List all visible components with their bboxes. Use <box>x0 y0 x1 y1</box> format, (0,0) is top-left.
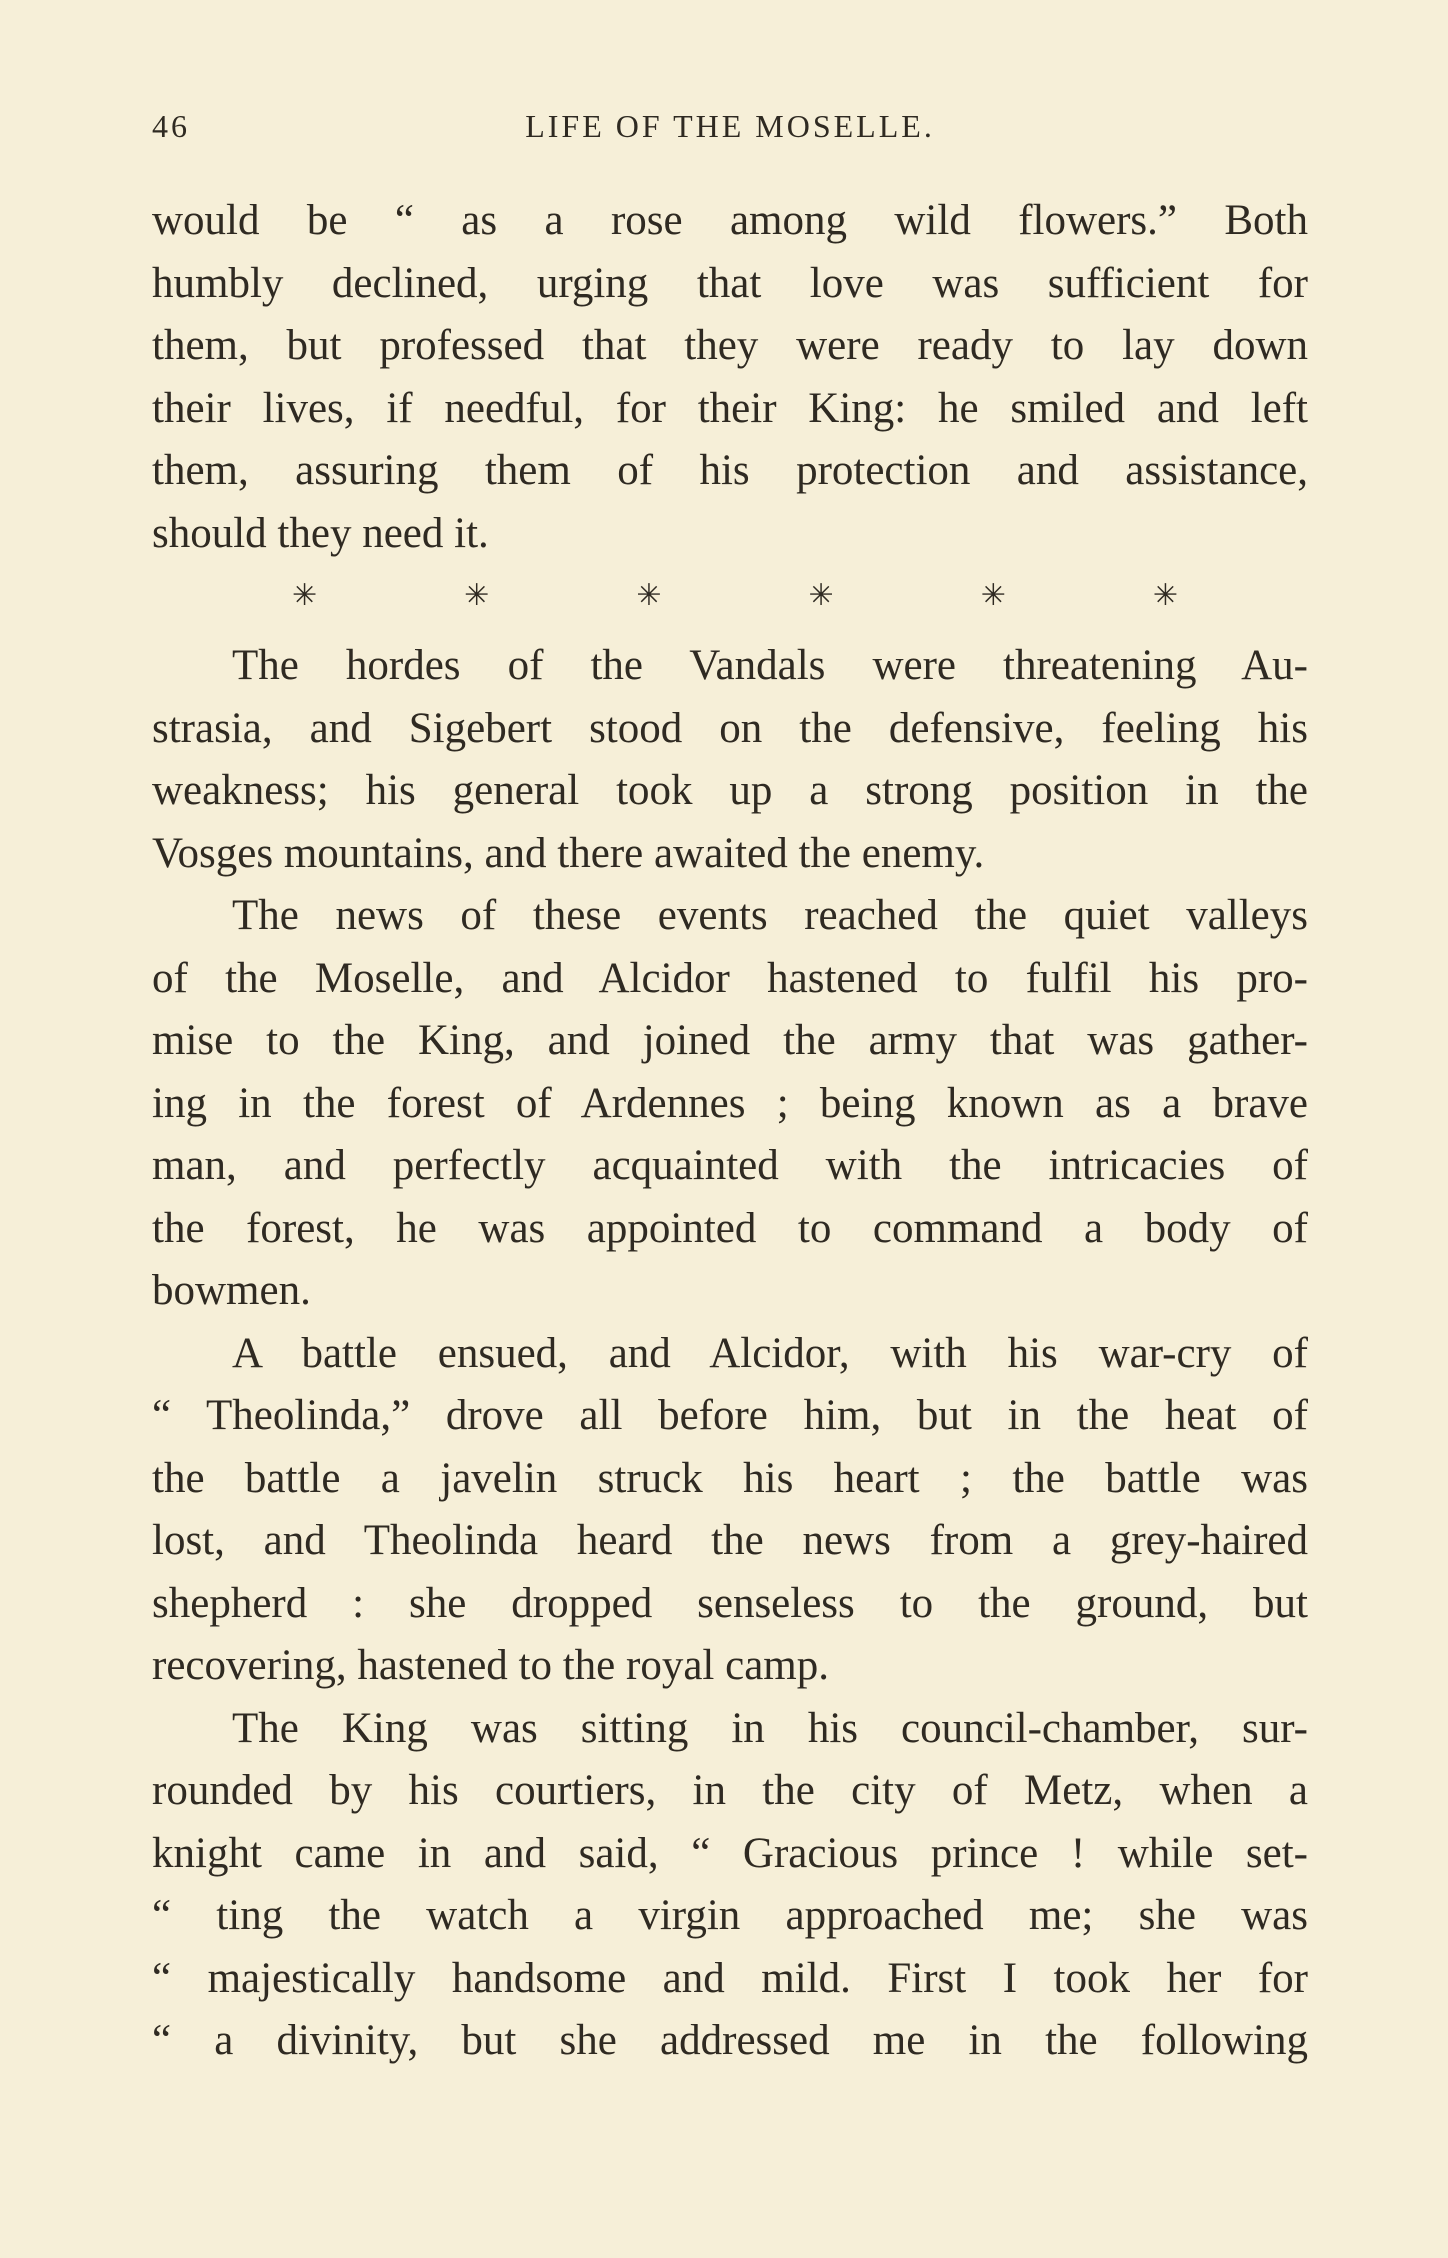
asterism-icon: ✳ <box>1152 579 1178 612</box>
text-line: man, and perfectly acquainted with the intricacies of <box>152 1142 1308 1189</box>
text-line: of the Moselle, and Alcidor hastened to fulfil his pro- <box>152 954 1308 1002</box>
text-line: knight came in and said, “ Gracious prince ! while set- <box>152 1829 1308 1877</box>
body-text <box>152 190 1308 2073</box>
text-line: humbly declined, urging that love was sufficient for <box>152 259 1308 307</box>
text-line: the forest, he was appointed to command a body of <box>152 1204 1308 1252</box>
text-line: ing in the forest of Ardennes ; being known as a brave <box>152 1079 1308 1127</box>
text-line: A battle ensued, and Alcidor, with his war-cry of <box>232 1329 1308 1377</box>
text-line: strasia, and Sigebert stood on the defensive, feeling his <box>152 704 1308 752</box>
asterism-icon: ✳ <box>980 579 1006 612</box>
text-line: the battle a javelin struck his heart ; the battle was <box>152 1454 1308 1502</box>
text-line: should they need it. <box>152 509 489 557</box>
text-line: them, but professed that they were ready to lay down <box>152 322 1308 369</box>
text-line: Vosges mountains, and there awaited the enemy. <box>152 829 985 877</box>
asterism-icon: ✳ <box>464 579 490 612</box>
asterism-icon: ✳ <box>808 579 834 612</box>
page-number: 46 <box>152 108 190 144</box>
text-line: The King was sitting in his council-chamber, sur- <box>232 1704 1308 1752</box>
text-line: “ a divinity, but she addressed me in the following <box>152 2017 1308 2064</box>
text-line: recovering, hastened to the royal camp. <box>152 1642 829 1689</box>
text-line: would be “ as a rose among wild flowers.” Both <box>152 197 1308 244</box>
text-line: mise to the King, and joined the army that was gather- <box>152 1017 1308 1064</box>
text-line: lost, and Theolinda heard the news from a grey-haired <box>152 1517 1308 1564</box>
text-line: rounded by his courtiers, in the city of Metz, when a <box>152 1767 1308 1814</box>
section-separator <box>152 565 1308 627</box>
asterism-icon: ✳ <box>292 579 318 612</box>
text-line: bowmen. <box>152 1267 311 1314</box>
running-title: LIFE OF THE MOSELLE. <box>525 108 935 144</box>
text-line: them, assuring them of his protection and assistance, <box>152 447 1308 494</box>
text-line: “ ting the watch a virgin approached me; she was <box>152 1892 1308 1939</box>
text-line: shepherd : she dropped senseless to the ground, but <box>152 1579 1308 1627</box>
text-line: weakness; his general took up a strong position in the <box>152 767 1308 814</box>
page-header <box>152 108 1308 152</box>
text-line: The hordes of the Vandals were threatening Au- <box>232 642 1308 689</box>
asterism-icon: ✳ <box>636 579 662 612</box>
text-line: “ majestically handsome and mild. First I took her for <box>152 1954 1308 2002</box>
text-line: The news of these events reached the quiet valleys <box>232 892 1308 939</box>
text-line: “ Theolinda,” drove all before him, but in the heat of <box>152 1392 1308 1439</box>
text-line: their lives, if needful, for their King: he smiled and left <box>152 384 1308 432</box>
